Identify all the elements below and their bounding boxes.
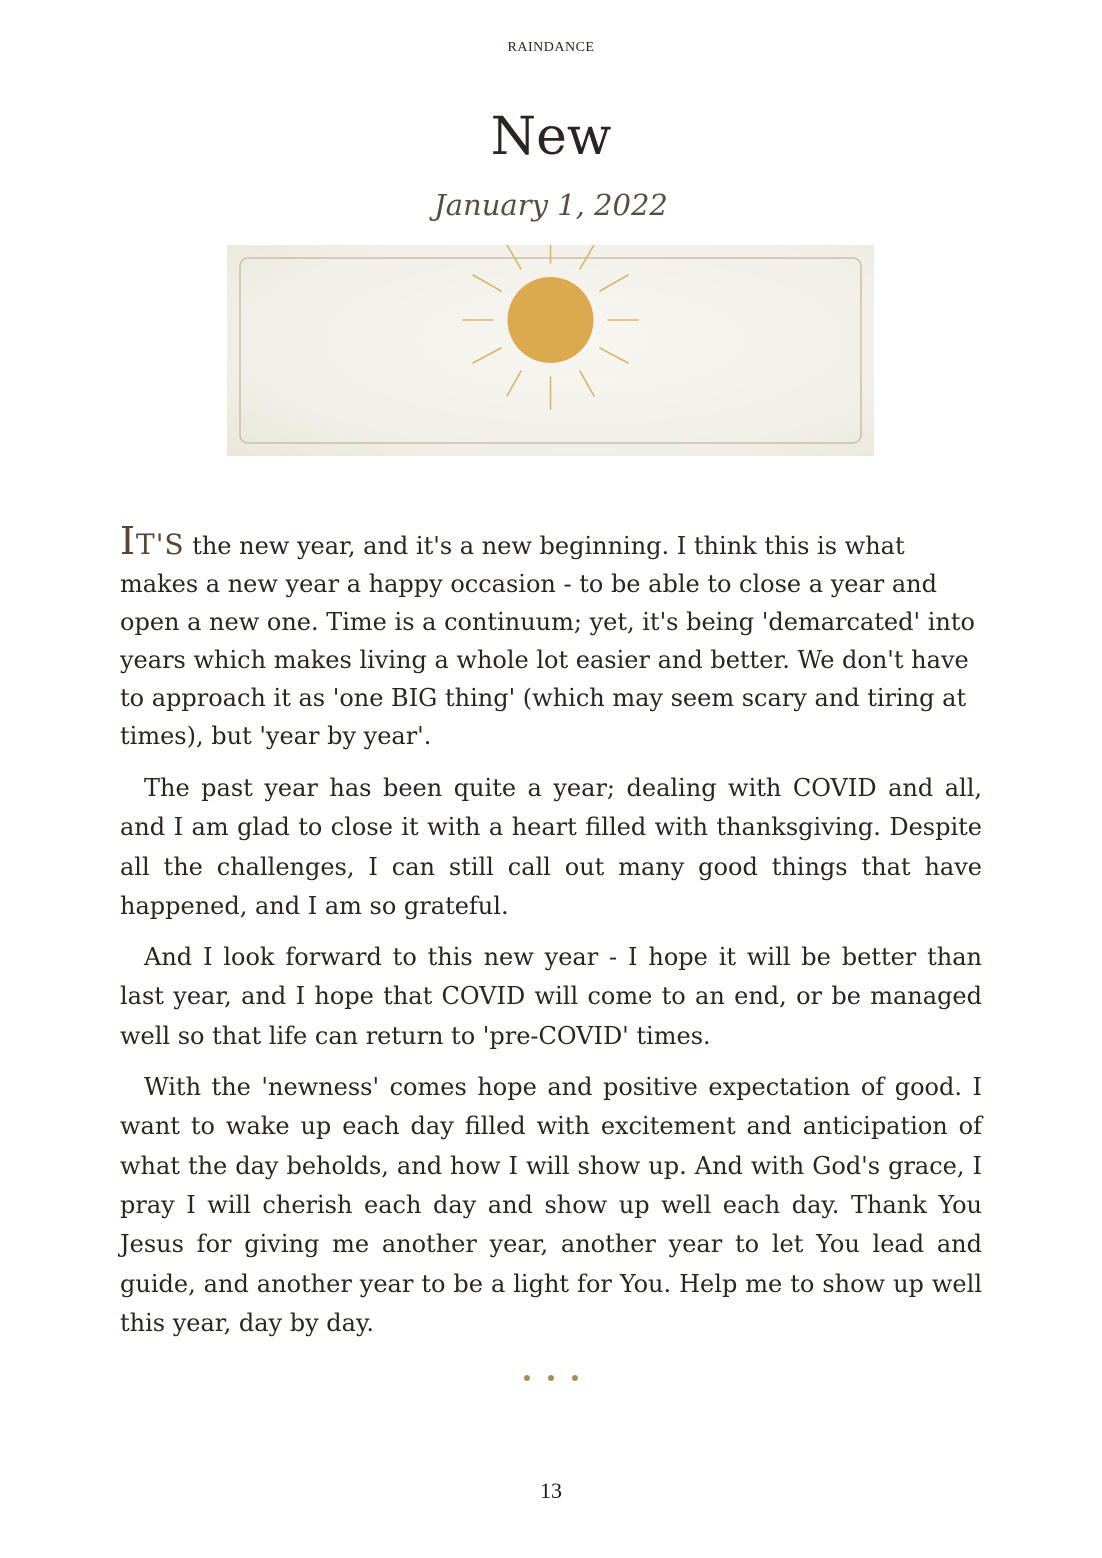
ornament-dot — [572, 1375, 578, 1381]
ornament-dot — [548, 1375, 554, 1381]
paragraph-1 — [120, 519, 982, 755]
paragraph-1-text: the new year, and it's a new beginning. I think this is what makes a new year a happy occasion - to be able to close a year and open a new one. Time is a continuum; yet, it's being 'demarcated' into years which makes living a whole lot easier and better. We don't have to approach it as 'one BIG thing' (which may seem scary and tiring at times), but 'year by year'. — [120, 532, 975, 750]
paragraph-4: With the 'newness' comes hope and positive expectation of good. I want to wake up each day filled with excitement and anticipation of what the day beholds, and how I will show up. And with God's grace, I pray I will cherish each day and show up well each day. Thank You Jesus for giving me another year, another year to let You lead and guide, and another year to be a light for You. Help me to show up well this year, day by day. — [120, 1073, 982, 1337]
sun-banner-graphic — [227, 245, 874, 456]
chapter-date: January 1, 2022 — [434, 188, 668, 222]
body-text — [120, 519, 982, 1355]
paragraph-2: The past year has been quite a year; dealing with COVID and all, and I am glad to close it with a heart filled with thanksgiving. Despite all the challenges, I can still call out many good things that have happened, and I am so grateful. — [120, 774, 982, 920]
paragraph-3: And I look forward to this new year - I hope it will be better than last year, and I hope that COVID will come to an end, or be managed well so that life can return to 'pre-COVID' times. — [120, 943, 982, 1050]
dropcap — [120, 519, 185, 563]
dropcap-big-letter: I — [120, 519, 137, 563]
section-break-ornament — [0, 1366, 1102, 1385]
sun-banner — [227, 245, 874, 456]
running-head: RAINDANCE — [507, 40, 595, 55]
ornament-dot — [524, 1375, 530, 1381]
chapter-title: New — [490, 107, 612, 167]
dropcap-small-letters: T'S — [136, 528, 185, 561]
page-number: 13 — [540, 1478, 562, 1503]
